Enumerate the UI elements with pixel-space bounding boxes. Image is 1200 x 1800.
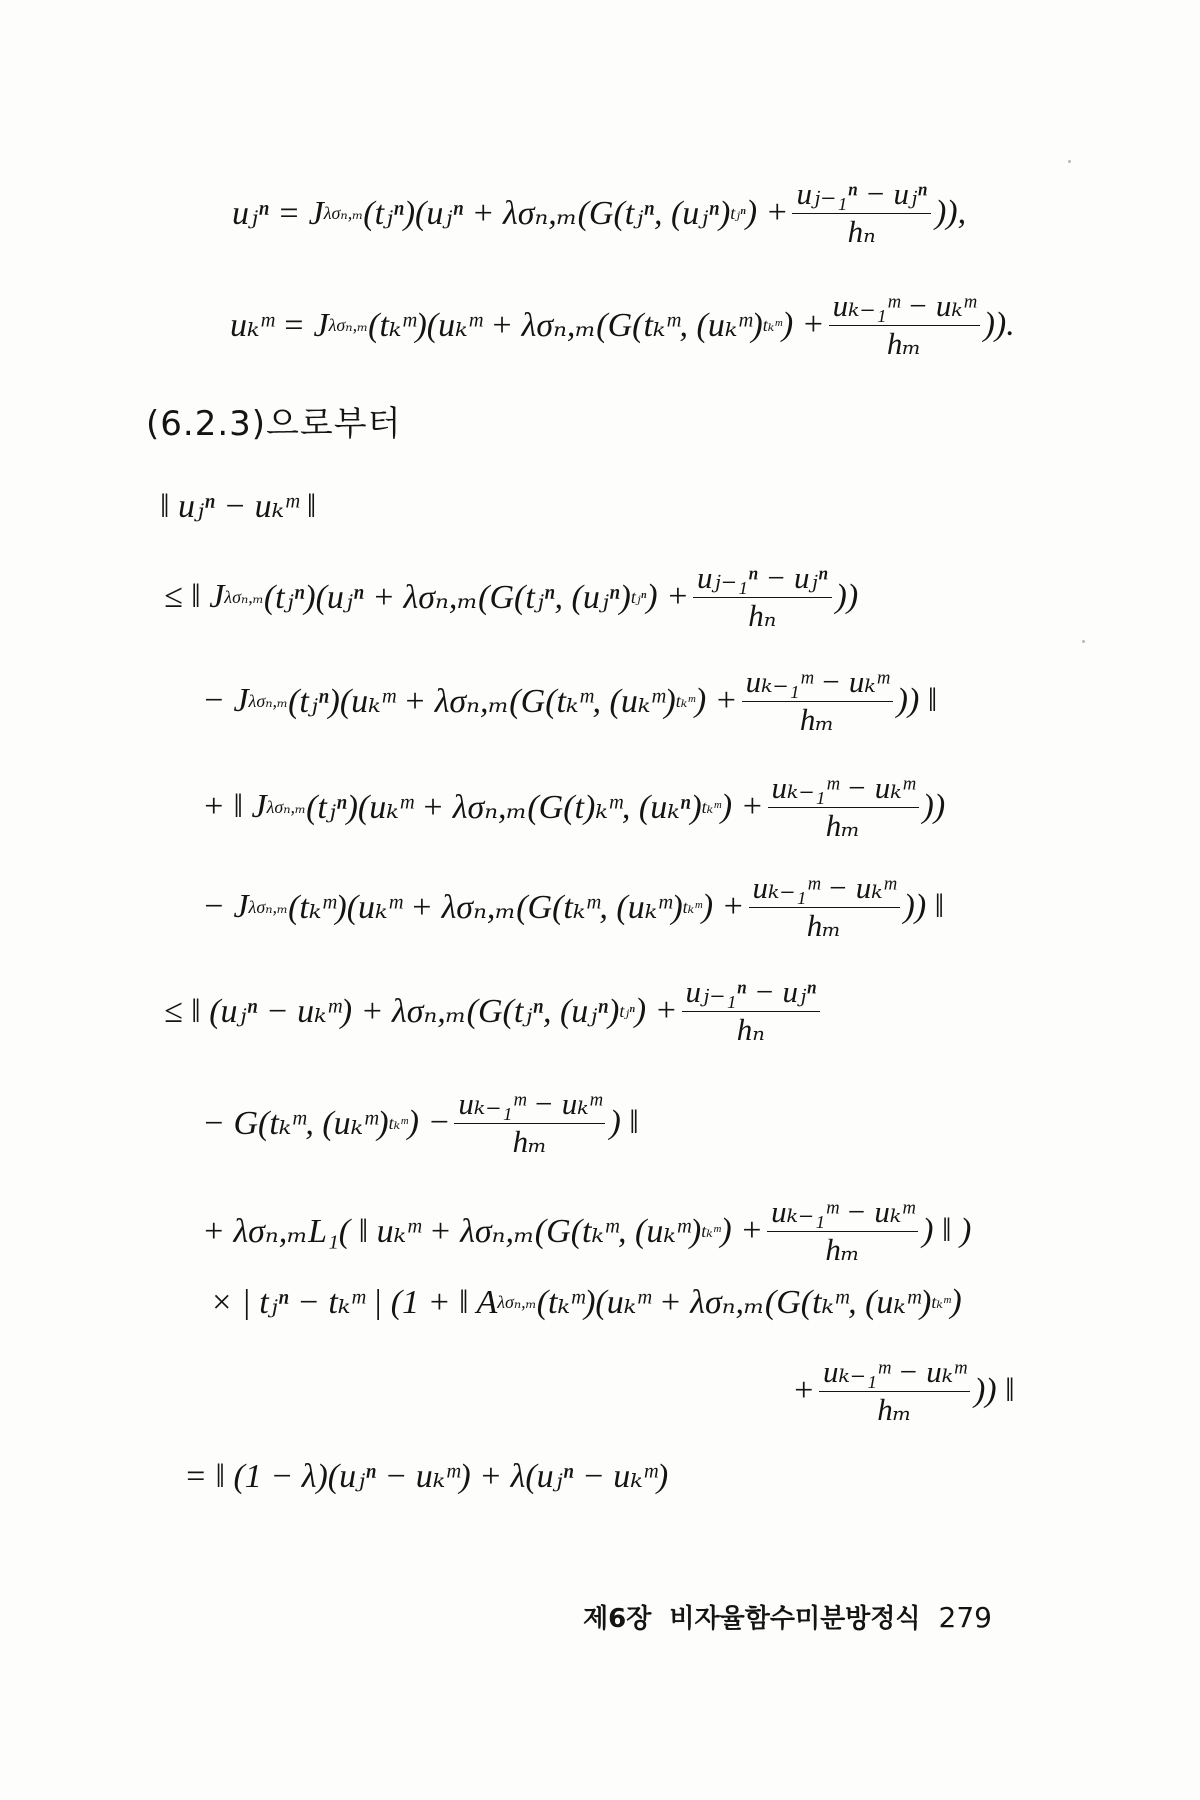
derivation-line-0 bbox=[160, 486, 316, 526]
line2-tail: )) ‖ bbox=[896, 682, 938, 720]
line3-fraction bbox=[768, 772, 919, 842]
line5-plus: ) + bbox=[634, 992, 678, 1030]
line6-prefix: − G(tₖᵐ, (uₖᵐ) bbox=[202, 1105, 389, 1143]
derivation-line-9 bbox=[792, 1356, 1015, 1426]
line9-fraction bbox=[819, 1356, 970, 1426]
eq1-lhs: uⱼⁿ = J bbox=[232, 195, 324, 233]
line9-numerator: uₖ₋₁ᵐ − uₖᵐ bbox=[819, 1356, 970, 1392]
page-number: 279 bbox=[938, 1601, 992, 1634]
line3-plus: ) + bbox=[720, 788, 764, 826]
derivation-line-6 bbox=[202, 1088, 639, 1158]
line4-numerator: uₖ₋₁ᵐ − uₖᵐ bbox=[749, 872, 900, 908]
eq2-operator-subscript: λσₙ,ₘ bbox=[328, 314, 369, 335]
equation-1 bbox=[232, 178, 966, 248]
line9-denominator: hₘ bbox=[877, 1391, 912, 1427]
line8-tail: ) bbox=[950, 1283, 962, 1320]
line6-minus: ) − bbox=[407, 1104, 451, 1142]
derivation-line-2 bbox=[202, 666, 937, 736]
line1-body: (tⱼⁿ)(uⱼⁿ + λσₙ,ₘ(G(tⱼⁿ, (uⱼⁿ) bbox=[263, 579, 631, 617]
line7-tail: ) ‖ ) bbox=[922, 1212, 972, 1250]
line7-fraction bbox=[767, 1196, 918, 1266]
line2-plus: ) + bbox=[694, 682, 738, 720]
line4-operator-subscript: λσₙ,ₘ bbox=[248, 896, 289, 917]
line4-plus: ) + bbox=[701, 888, 745, 926]
line8-operator-subscript: λσₙ,ₘ bbox=[497, 1291, 537, 1312]
line1-evaluation-subscript: tⱼⁿ bbox=[630, 586, 647, 607]
line7-plus: ) + bbox=[720, 1212, 764, 1250]
line9-tail: )) ‖ bbox=[973, 1372, 1015, 1410]
line1-prefix: ≤ ‖ J bbox=[164, 578, 225, 616]
line2-fraction bbox=[742, 666, 893, 736]
eq1-numerator: uⱼ₋₁ⁿ − uⱼⁿ bbox=[792, 178, 930, 214]
eq1-fraction bbox=[792, 178, 930, 248]
derivation-line-1 bbox=[164, 562, 858, 632]
line5-numerator: uⱼ₋₁ⁿ − uⱼⁿ bbox=[682, 976, 820, 1012]
line5-denominator: hₙ bbox=[736, 1011, 765, 1047]
line6-tail: ) ‖ bbox=[609, 1104, 639, 1142]
line2-numerator: uₖ₋₁ᵐ − uₖᵐ bbox=[742, 666, 893, 702]
scan-speck bbox=[1082, 640, 1085, 643]
line4-tail: )) ‖ bbox=[903, 888, 945, 926]
derivation-line-10 bbox=[184, 1456, 668, 1496]
norm-difference: ‖ uⱼⁿ − uₖᵐ ‖ bbox=[160, 488, 317, 525]
line2-evaluation-subscript: tₖᵐ bbox=[675, 690, 695, 711]
page-footer bbox=[583, 1598, 992, 1635]
line1-numerator: uⱼ₋₁ⁿ − uⱼⁿ bbox=[693, 562, 831, 598]
derivation-line-3 bbox=[202, 772, 945, 842]
line3-tail: )) bbox=[922, 788, 946, 826]
line1-denominator: hₙ bbox=[748, 597, 777, 633]
line7-denominator: hₘ bbox=[825, 1231, 860, 1267]
chapter-title: 비자율함수미분방정식 bbox=[669, 1604, 921, 1634]
line4-fraction bbox=[749, 872, 900, 942]
derivation-line-8 bbox=[210, 1282, 962, 1322]
line6-fraction bbox=[454, 1088, 605, 1158]
eq2-evaluation-subscript: tₖᵐ bbox=[762, 314, 782, 335]
chapter-number: 제6장 bbox=[583, 1604, 652, 1634]
line7-numerator: uₖ₋₁ᵐ − uₖᵐ bbox=[767, 1196, 918, 1232]
line4-prefix: − J bbox=[202, 888, 249, 926]
derivation-line-7 bbox=[202, 1196, 971, 1266]
scan-speck bbox=[1068, 160, 1071, 163]
line6-numerator: uₖ₋₁ᵐ − uₖᵐ bbox=[454, 1088, 605, 1124]
line7-prefix: + λσₙ,ₘL₁( ‖ uₖᵐ + λσₙ,ₘ(G(tₖᵐ, (uₖᵐ) bbox=[202, 1213, 702, 1251]
line1-fraction bbox=[693, 562, 831, 632]
line1-tail: )) bbox=[835, 578, 859, 616]
eq2-lhs: uₖᵐ = J bbox=[230, 307, 329, 345]
line3-evaluation-subscript: tₖᵐ bbox=[701, 796, 721, 817]
line3-prefix: + ‖ J bbox=[202, 788, 267, 826]
line3-denominator: hₘ bbox=[825, 807, 861, 843]
eq1-plus: ) + bbox=[745, 194, 789, 232]
eq2-body: (tₖᵐ)(uₖᵐ + λσₙ,ₘ(G(tₖᵐ, (uₖᵐ) bbox=[368, 307, 763, 345]
eq2-denominator: hₘ bbox=[886, 325, 922, 361]
line3-body: (tⱼⁿ)(uₖᵐ + λσₙ,ₘ(G(t)ₖᵐ, (uₖⁿ) bbox=[306, 789, 702, 827]
line8-evaluation-subscript: tₖᵐ bbox=[931, 1291, 951, 1312]
line6-denominator: hₘ bbox=[512, 1123, 548, 1159]
line6-evaluation-subscript: tₖᵐ bbox=[388, 1112, 408, 1133]
equation-2 bbox=[230, 290, 1015, 360]
eq1-tail: )), bbox=[934, 194, 967, 232]
eq1-operator-subscript: λσₙ,ₘ bbox=[323, 202, 364, 223]
eq1-body: (tⱼⁿ)(uⱼⁿ + λσₙ,ₘ(G(tⱼⁿ, (uⱼⁿ) bbox=[363, 195, 731, 233]
derivation-line-4 bbox=[202, 872, 944, 942]
line3-numerator: uₖ₋₁ᵐ − uₖᵐ bbox=[768, 772, 919, 808]
line4-denominator: hₘ bbox=[806, 907, 842, 943]
line8-body: (tₖᵐ)(uₖᵐ + λσₙ,ₘ(G(tₖᵐ, (uₖᵐ) bbox=[536, 1284, 932, 1321]
line7-evaluation-subscript: tₖᵐ bbox=[701, 1220, 721, 1241]
line1-plus: ) + bbox=[646, 578, 690, 616]
eq2-plus: ) + bbox=[781, 306, 825, 344]
eq1-denominator: hₙ bbox=[847, 213, 876, 249]
eq2-tail: )). bbox=[983, 306, 1015, 344]
line5-prefix: ≤ ‖ (uⱼⁿ − uₖᵐ) + λσₙ,ₘ(G(tⱼⁿ, (uⱼⁿ) bbox=[164, 993, 620, 1031]
eq1-evaluation-subscript: tⱼⁿ bbox=[730, 202, 746, 223]
line3-operator-subscript: λσₙ,ₘ bbox=[266, 796, 307, 817]
line2-denominator: hₘ bbox=[799, 701, 835, 737]
eq2-numerator: uₖ₋₁ᵐ − uₖᵐ bbox=[829, 290, 980, 326]
line5-evaluation-subscript: tⱼⁿ bbox=[619, 1000, 635, 1021]
derivation-line-5 bbox=[164, 976, 824, 1046]
line4-body: (tₖᵐ)(uₖᵐ + λσₙ,ₘ(G(tₖᵐ, (uₖᵐ) bbox=[288, 889, 683, 927]
line2-prefix: − J bbox=[202, 682, 249, 720]
line9-plus: + bbox=[792, 1372, 815, 1410]
line10-equality: = ‖ (1 − λ)(uⱼⁿ − uₖᵐ) + λ(uⱼⁿ − uₖᵐ) bbox=[184, 1458, 669, 1495]
line2-operator-subscript: λσₙ,ₘ bbox=[248, 690, 289, 711]
line4-evaluation-subscript: tₖᵐ bbox=[682, 896, 702, 917]
line1-operator-subscript: λσₙ,ₘ bbox=[224, 586, 264, 607]
section-reference-heading: (6.2.3)으로부터 bbox=[146, 404, 402, 444]
line2-body: (tⱼⁿ)(uₖᵐ + λσₙ,ₘ(G(tₖᵐ, (uₖᵐ) bbox=[288, 683, 676, 721]
line8-prefix: × | tⱼⁿ − tₖᵐ | (1 + ‖ A bbox=[210, 1284, 498, 1321]
eq2-fraction bbox=[829, 290, 980, 360]
line5-fraction bbox=[682, 976, 820, 1046]
